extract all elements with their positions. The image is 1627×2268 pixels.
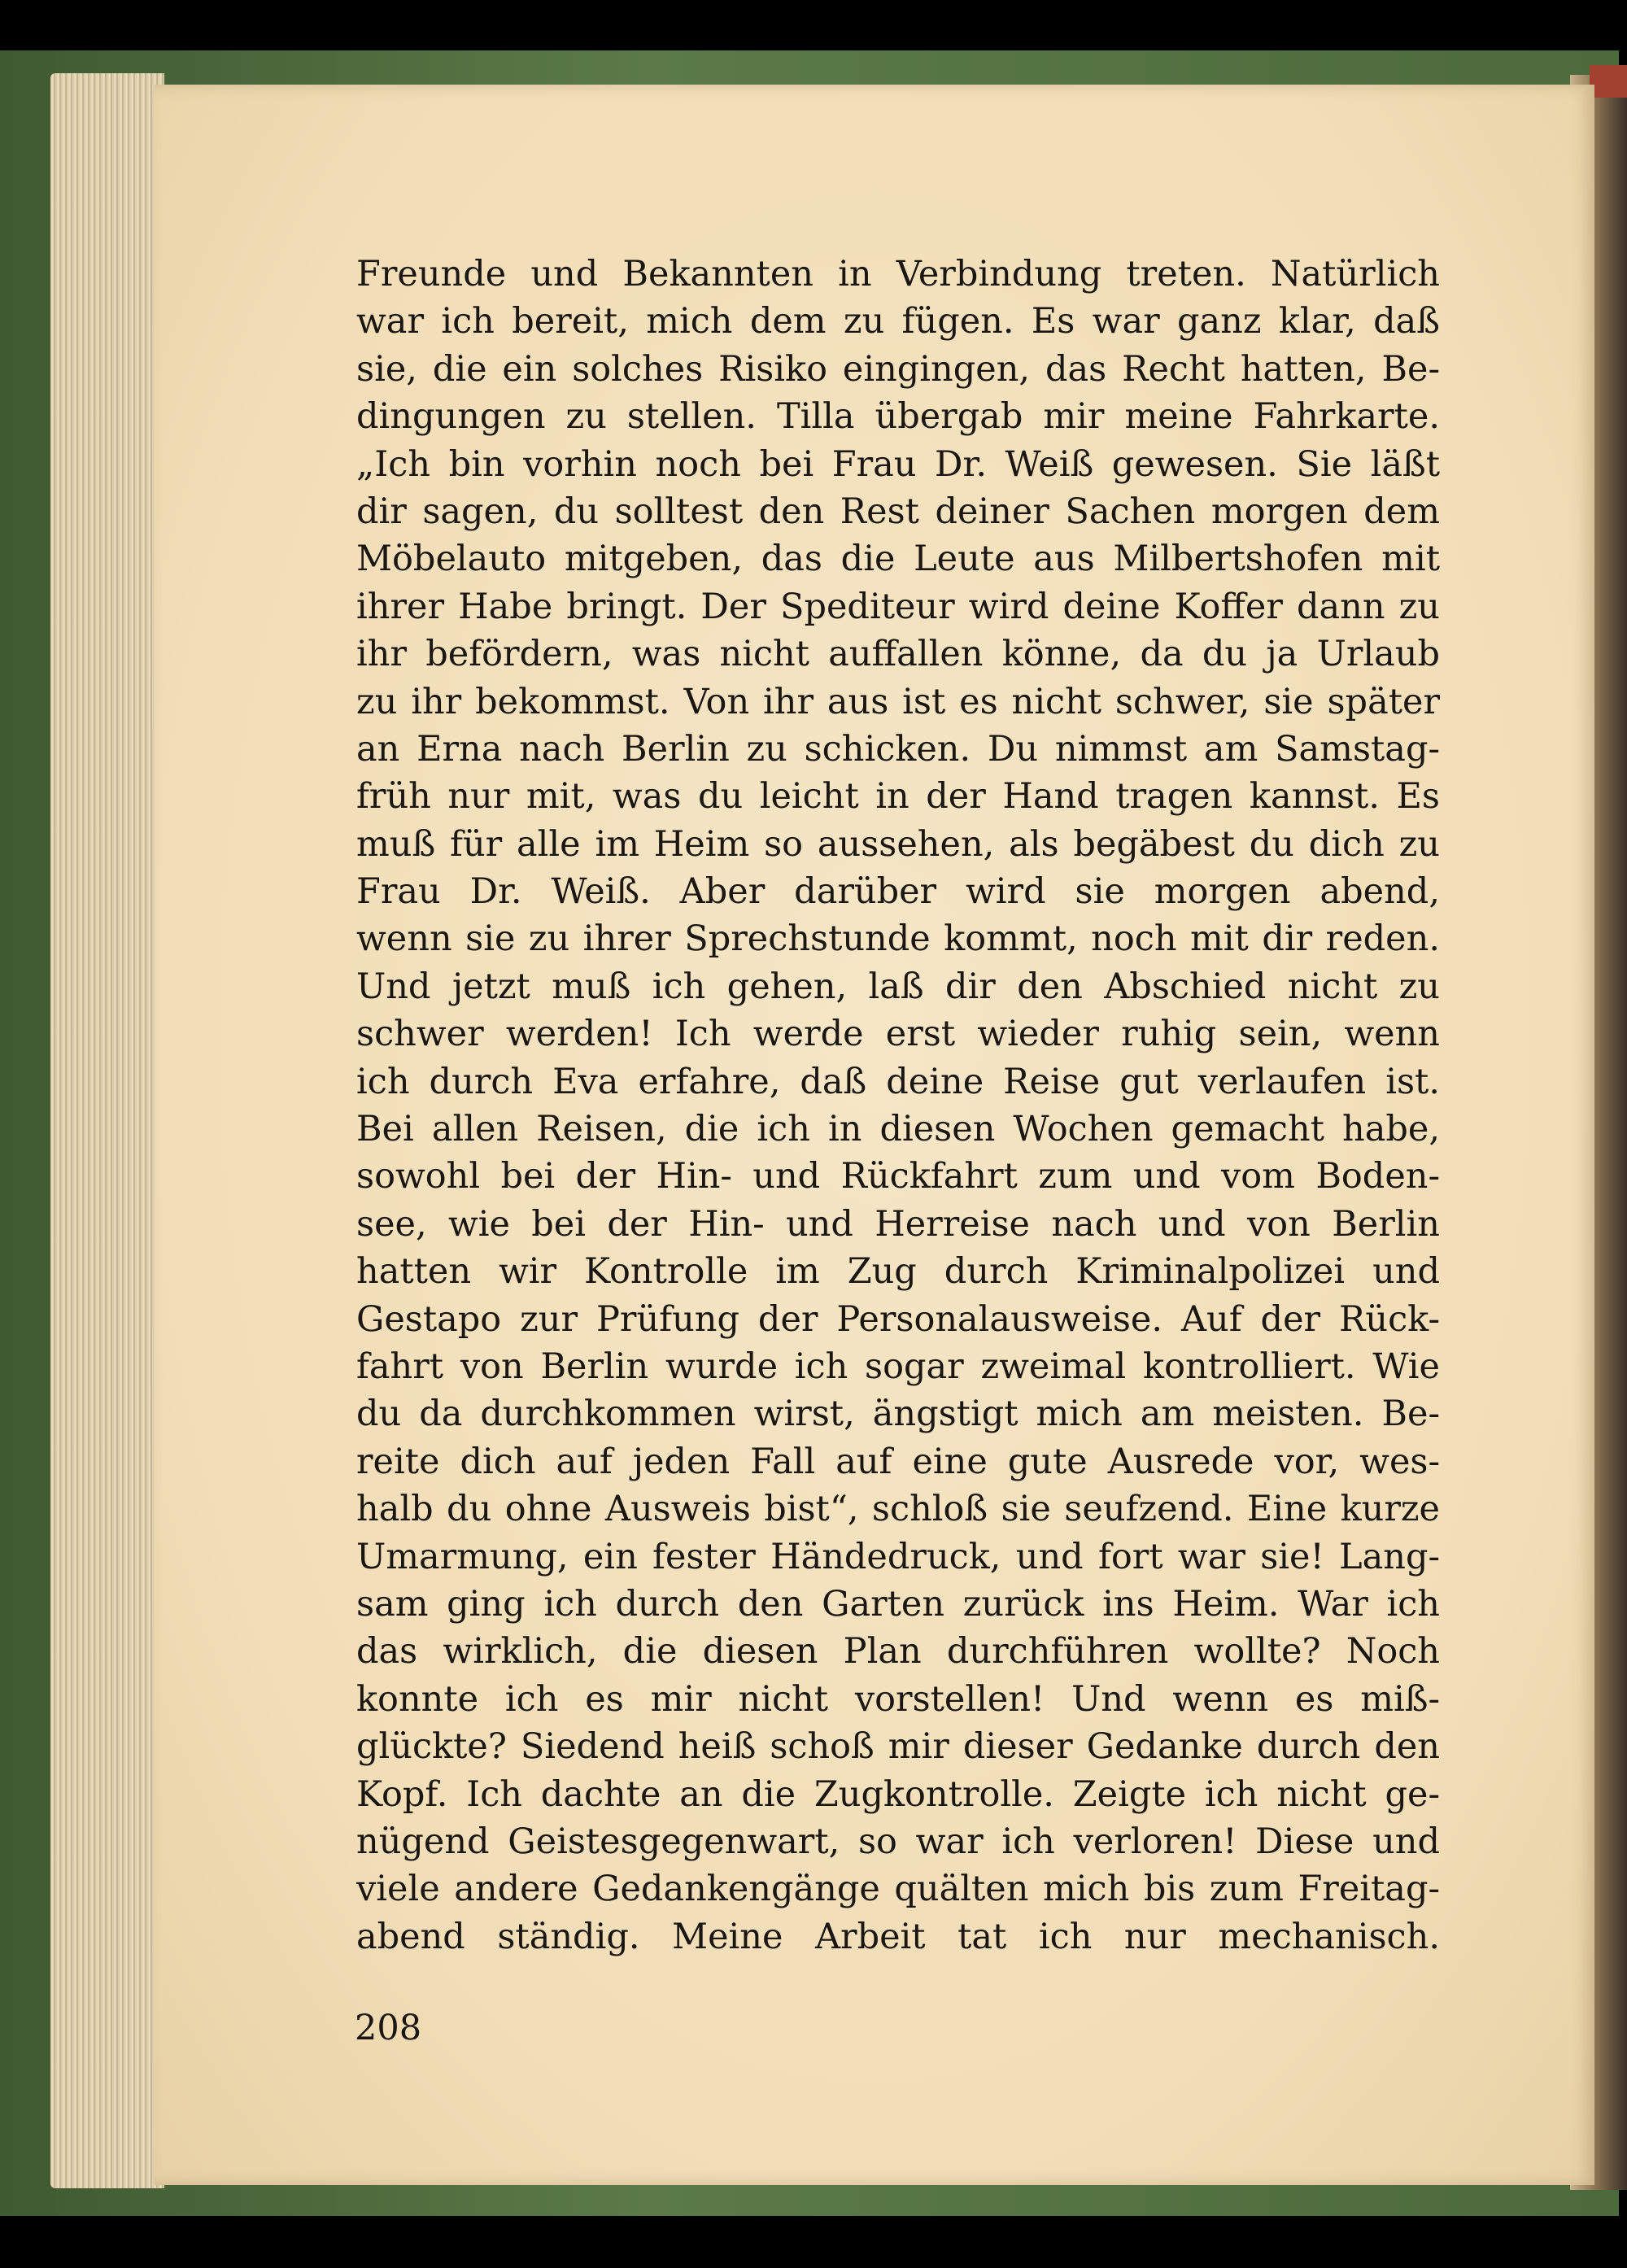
text-line: ich durch Eva erfahre, daß deine Reise gut verlaufen ist. (356, 1061, 1440, 1102)
text-line: hatten wir Kontrolle im Zug durch Kriminalpolizei und (356, 1251, 1440, 1293)
text-line: sie, die ein solches Risiko eingingen, das Recht hatten, Be- (356, 348, 1440, 390)
text-line: fahrt von Berlin wurde ich sogar zweimal kontrolliert. Wie (356, 1346, 1440, 1387)
text-line: konnte ich es mir nicht vorstellen! Und wenn es miß- (356, 1678, 1440, 1720)
text-line: Und jetzt muß ich gehen, laß dir den Abschied nicht zu (356, 966, 1440, 1007)
text-line: muß für alle im Heim so aussehen, als begäbest du dich zu (356, 823, 1440, 865)
text-line: war ich bereit, mich dem zu fügen. Es war ganz klar, daß (356, 301, 1440, 342)
text-line: „Ich bin vorhin noch bei Frau Dr. Weiß gewesen. Sie läßt (356, 443, 1440, 485)
text-line: Umarmung, ein fester Händedruck, und fort war sie! Lang- (356, 1536, 1440, 1577)
text-line: Freunde und Bekannten in Verbindung treten. Natürlich (356, 254, 1440, 294)
text-line: ihrer Habe bringt. Der Spediteur wird deine Koffer dann zu (356, 586, 1440, 627)
text-line: ihr befördern, was nicht auffallen könne, da du ja Urlaub (356, 634, 1440, 675)
page-edges (50, 73, 164, 2188)
text-line: nügend Geistesgegenwart, so war ich verloren! Diese und (356, 1821, 1440, 1862)
text-line: Kopf. Ich dachte an die Zugkontrolle. Zeigte ich nicht ge- (356, 1773, 1440, 1815)
text-line: glückte? Siedend heiß schoß mir dieser Gedanke durch den (356, 1726, 1440, 1768)
text-line: Gestapo zur Prüfung der Personalausweise. Auf der Rück- (356, 1298, 1440, 1340)
text-line: viele andere Gedankengänge quälten mich bis zum Freitag- (356, 1869, 1440, 1910)
text-line: halb du ohne Ausweis bist“, schloß sie seufzend. Eine kurze (356, 1489, 1440, 1530)
body-text (356, 251, 1440, 1961)
page-number: 208 (355, 2008, 422, 2048)
text-line: Bei allen Reisen, die ich in diesen Wochen gemacht habe, (356, 1109, 1440, 1150)
text-line: see, wie bei der Hin- und Herreise nach und von Berlin (356, 1203, 1440, 1245)
text-line: zu ihr bekommst. Von ihr aus ist es nicht schwer, sie später (356, 681, 1440, 722)
text-line: früh nur mit, was du leicht in der Hand tragen kannst. Es (356, 776, 1440, 818)
text-line: schwer werden! Ich werde erst wieder ruhig sein, wenn (356, 1014, 1440, 1055)
text-line: reite dich auf jeden Fall auf eine gute Ausrede vor, wes- (356, 1441, 1440, 1482)
text-line: du da durchkommen wirst, ängstigt mich am meisten. Be- (356, 1394, 1440, 1435)
text-line: dingungen zu stellen. Tilla übergab mir meine Fahrkarte. (356, 396, 1440, 438)
spine-marker (1590, 65, 1627, 98)
text-line: sam ging ich durch den Garten zurück ins Heim. War ich (356, 1583, 1440, 1625)
text-line: Frau Dr. Weiß. Aber darüber wird sie morgen abend, (356, 871, 1440, 913)
text-line: wenn sie zu ihrer Sprechstunde kommt, noch mit dir reden. (356, 918, 1440, 960)
text-line: abend ständig. Meine Arbeit tat ich nur mechanisch. (356, 1916, 1440, 1957)
text-line: an Erna nach Berlin zu schicken. Du nimmst am Samstag- (356, 728, 1440, 770)
text-line: dir sagen, du solltest den Rest deiner Sachen morgen dem (356, 491, 1440, 532)
text-line: Möbelauto mitgeben, das die Leute aus Milbertshofen mit (356, 539, 1440, 580)
text-line: das wirklich, die diesen Plan durchführen wollte? Noch (356, 1631, 1440, 1673)
text-line: sowohl bei der Hin- und Rückfahrt zum und vom Boden- (356, 1156, 1440, 1197)
